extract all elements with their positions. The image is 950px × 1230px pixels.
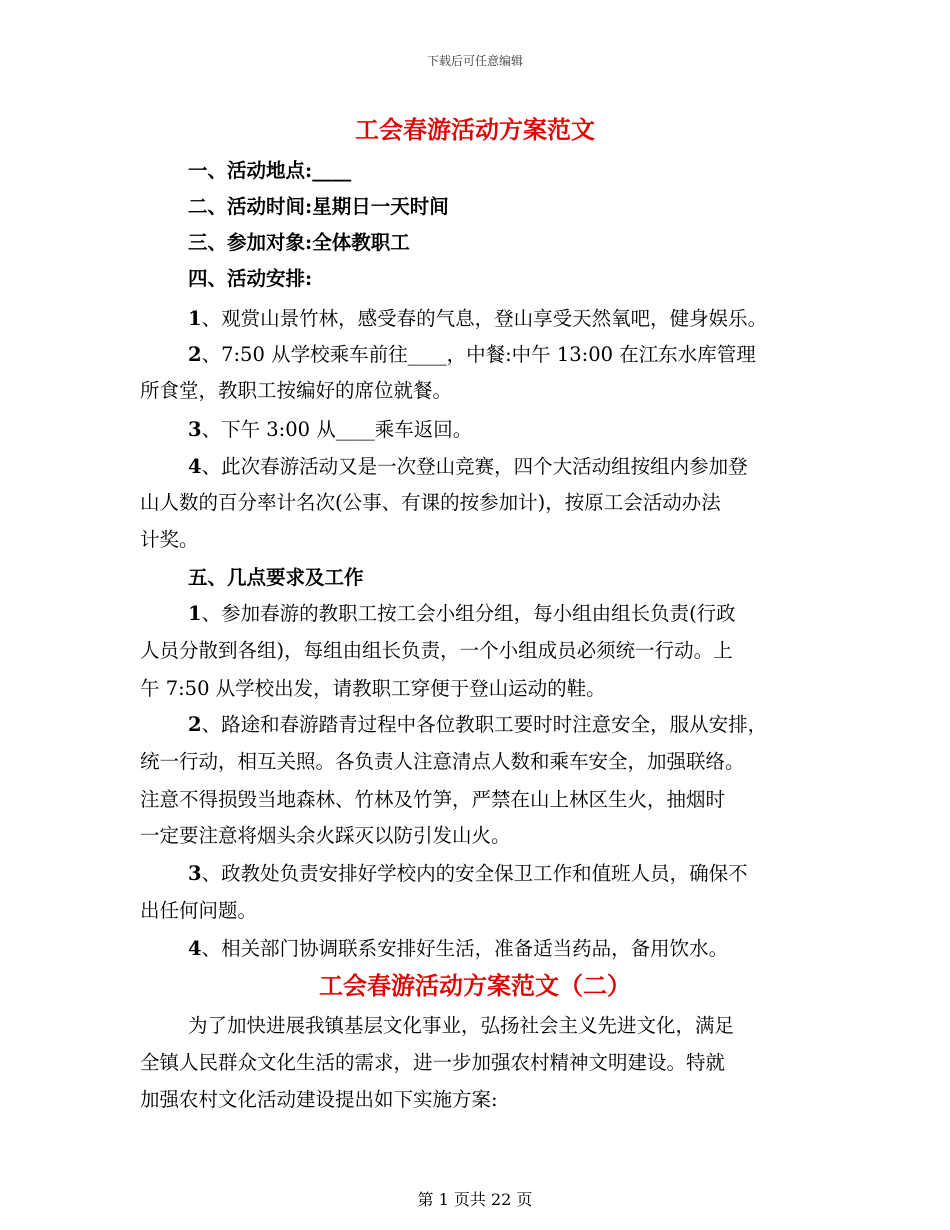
requirement-item-2-cont-2: 注意不得损毁当地森林、竹林及竹笋，严禁在山上林区生火，抽烟时 bbox=[140, 788, 726, 811]
paragraph-line-3: 加强农村文化活动建设提出如下实施方案: bbox=[140, 1088, 498, 1111]
item-number: 3 bbox=[188, 862, 202, 885]
page-header: 下载后可任意编辑 bbox=[426, 54, 523, 68]
document-title-2: 工会春游活动方案范文（二） bbox=[319, 971, 631, 1000]
section-heading-arrangement: 四、活动安排: bbox=[188, 267, 313, 290]
paragraph-line-2: 全镇人民群众文化生活的需求，进一步加强农村精神文明建设。特就 bbox=[140, 1051, 726, 1074]
item-number: 1 bbox=[188, 602, 202, 625]
item-number: 2 bbox=[188, 713, 202, 736]
item-number: 2 bbox=[188, 343, 202, 366]
item-text: 、观赏山景竹林，感受春的气息，登山享受天然氧吧，健身娱乐。 bbox=[201, 307, 768, 330]
requirement-item-2 bbox=[188, 715, 767, 735]
arrangement-item-4-cont-1: 山人数的百分率计名次(公事、有课的按参加计)，按原工会活动办法 bbox=[140, 491, 721, 514]
arrangement-item-2-cont: 所食堂，教职工按编好的席位就餐。 bbox=[140, 379, 453, 402]
item-number: 4 bbox=[188, 937, 202, 960]
item-number: 3 bbox=[188, 418, 202, 441]
item-number: 4 bbox=[188, 455, 202, 478]
item-number: 1 bbox=[188, 307, 202, 330]
item-text: 、参加春游的教职工按工会小组分组，每小组由组长负责(行政 bbox=[201, 602, 736, 625]
requirement-item-1-cont-2: 午 7:50 从学校出发，请教职工穿便于登山运动的鞋。 bbox=[140, 677, 606, 700]
requirement-item-1-cont-1: 人员分散到各组)，每组由组长负责，一个小组成员必须统一行动。上 bbox=[140, 639, 733, 662]
arrangement-item-2 bbox=[188, 345, 756, 365]
arrangement-item-4 bbox=[188, 457, 748, 477]
section-heading-requirements: 五、几点要求及工作 bbox=[188, 566, 364, 589]
item-text: 、7:50 从学校乘车前往____，中餐:中午 13:00 在江东水库管理 bbox=[201, 343, 756, 366]
requirement-item-3-cont: 出任何问题。 bbox=[140, 899, 258, 922]
arrangement-item-1 bbox=[188, 309, 767, 329]
requirement-item-1 bbox=[188, 604, 736, 624]
item-text: 、相关部门协调联系安排好生活，准备适当药品，备用饮水。 bbox=[201, 937, 729, 960]
document-title: 工会春游活动方案范文 bbox=[355, 115, 595, 144]
item-text: 、路途和春游踏青过程中各位教职工要时时注意安全，服从安排， bbox=[201, 713, 768, 736]
section-heading-time: 二、活动时间:星期日一天时间 bbox=[188, 195, 449, 218]
requirement-item-3 bbox=[188, 864, 748, 884]
paragraph-line-1: 为了加快进展我镇基层文化事业，弘扬社会主义先进文化，满足 bbox=[188, 1014, 735, 1037]
requirement-item-2-cont-3: 一定要注意将烟头余火踩灭以防引发山火。 bbox=[140, 824, 511, 847]
section-heading-location: 一、活动地点:____ bbox=[188, 159, 352, 182]
item-text: 、政教处负责安排好学校内的安全保卫工作和值班人员，确保不 bbox=[201, 862, 748, 885]
section-heading-participants: 三、参加对象:全体教职工 bbox=[188, 231, 410, 254]
requirement-item-2-cont-1: 统一行动，相互关照。各负责人注意清点人数和乘车安全，加强联络。 bbox=[140, 750, 745, 773]
requirement-item-4 bbox=[188, 939, 728, 959]
item-text: 、此次春游活动又是一次登山竞赛，四个大活动组按组内参加登 bbox=[201, 455, 748, 478]
arrangement-item-3 bbox=[188, 420, 472, 440]
page-footer: 第 1 页共 22 页 bbox=[417, 1190, 533, 1209]
item-text: 、下午 3:00 从____乘车返回。 bbox=[201, 418, 473, 441]
arrangement-item-4-cont-2: 计奖。 bbox=[140, 528, 199, 551]
